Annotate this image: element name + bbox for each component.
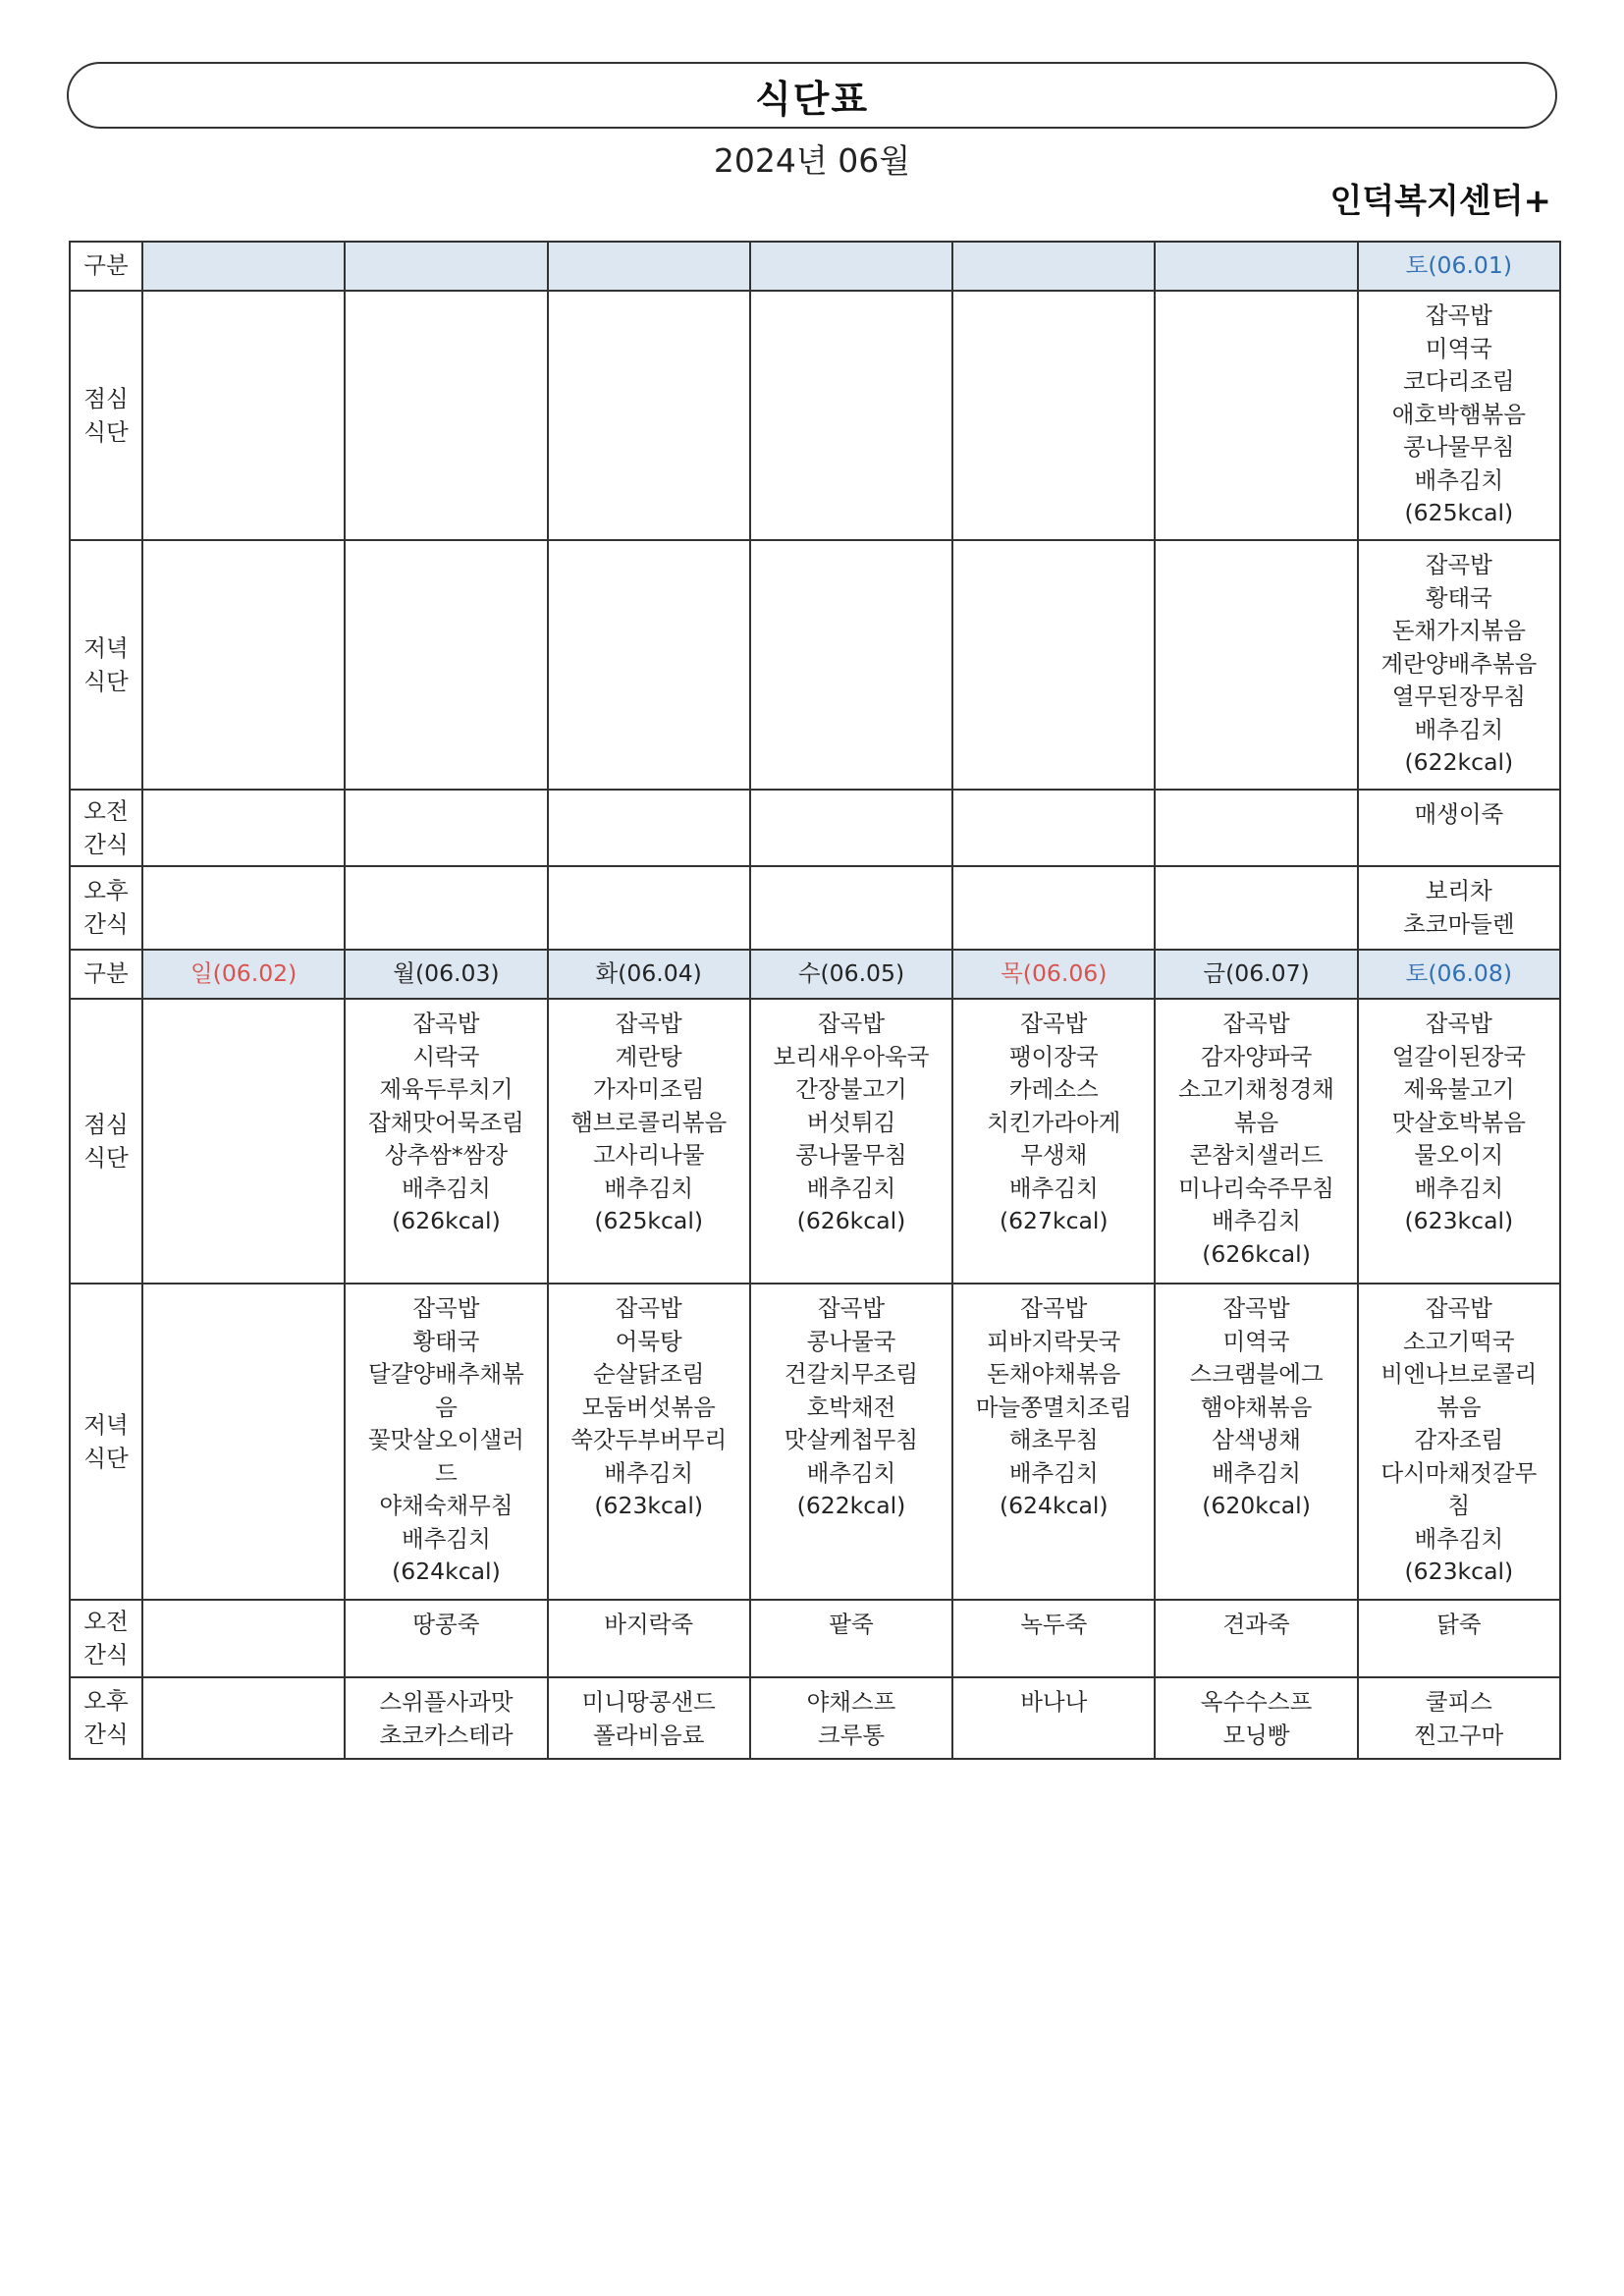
menu-items	[1361, 300, 1557, 530]
menu-item: (624kcal)	[999, 1492, 1109, 1519]
menu-items	[348, 1686, 544, 1752]
lunch-cell	[142, 291, 345, 540]
menu-item: 계란양배추볶음	[1380, 649, 1538, 678]
menu-item: 꽃맛살오이샐러	[367, 1426, 524, 1453]
menu-items	[1158, 1292, 1354, 1523]
lunch-cell	[1358, 999, 1560, 1284]
am-snack-cell	[142, 1600, 345, 1677]
menu-item: 매생이죽	[1414, 800, 1504, 828]
menu-item: 삼색냉채	[1212, 1426, 1301, 1453]
row-label-am-snack	[70, 790, 142, 866]
menu-item: 스위플사과맛	[379, 1688, 514, 1716]
menu-item: 다시마채젓갈무	[1380, 1458, 1538, 1487]
day-header-cell	[1155, 242, 1357, 291]
menu-item: 피바지락뭇국	[987, 1327, 1121, 1355]
row-label-category: 구분	[70, 950, 142, 999]
menu-item: 돈채야채볶음	[987, 1360, 1121, 1388]
dinner-cell	[345, 1284, 547, 1600]
lunch-cell	[142, 999, 345, 1284]
lunch-cell	[750, 291, 952, 540]
dinner-cell	[1358, 1284, 1560, 1600]
menu-item: 얼갈이된장국	[1391, 1042, 1526, 1070]
menu-item: 쑥갓두부버무리	[570, 1426, 728, 1453]
am-snack-cell	[1155, 1600, 1357, 1677]
row-label-pm-snack	[70, 866, 142, 950]
menu-items	[551, 1008, 747, 1238]
menu-item: 배추김치	[1414, 715, 1504, 743]
pm-snack-cell	[952, 866, 1155, 950]
menu-item: 잡곡밥	[1222, 1010, 1290, 1037]
menu-item: (622kcal)	[1404, 748, 1514, 776]
menu-item: 감자양파국	[1200, 1042, 1313, 1070]
menu-item: 배추김치	[402, 1524, 491, 1553]
menu-item: 잡곡밥	[412, 1294, 480, 1322]
row-label-text: 점심 식단	[83, 1110, 129, 1172]
organization-name: 인덕복지센터+	[1329, 182, 1551, 221]
dinner-cell	[345, 540, 547, 790]
pm-snack-cell	[548, 1677, 750, 1759]
am-snack-cell	[345, 790, 547, 866]
menu-item: 가자미조림	[592, 1075, 705, 1103]
row-label-text: 오후 간식	[83, 1687, 129, 1749]
menu-item: 초코카스테라	[379, 1721, 514, 1749]
dinner-cell	[952, 540, 1155, 790]
menu-item: 보리차	[1425, 877, 1492, 904]
menu-item: 코다리조림	[1403, 367, 1515, 395]
pm-snack-cell	[1358, 1677, 1560, 1759]
menu-item: 치킨가라아게	[987, 1108, 1121, 1136]
menu-item: 땅콩죽	[412, 1611, 480, 1638]
menu-items	[1158, 1686, 1354, 1752]
menu-item: (623kcal)	[1404, 1558, 1514, 1585]
menu-item: 팽이장국	[1008, 1042, 1099, 1070]
menu-items	[955, 1609, 1152, 1642]
day-header-cell	[142, 242, 345, 291]
am-snack-row	[70, 790, 1560, 866]
pm-snack-cell	[548, 866, 750, 950]
day-label: 목(06.06)	[1001, 959, 1108, 988]
menu-item: 햄야채볶음	[1200, 1393, 1313, 1421]
menu-item: (623kcal)	[1404, 1207, 1514, 1234]
dinner-row	[70, 1284, 1560, 1600]
day-header-cell	[345, 950, 547, 999]
menu-items	[1361, 1609, 1557, 1642]
menu-item: 쿨피스	[1425, 1688, 1492, 1716]
row-label-dinner	[70, 540, 142, 790]
menu-item: 음	[435, 1393, 458, 1421]
menu-items	[955, 1008, 1152, 1238]
lunch-cell	[1155, 291, 1357, 540]
menu-item: 시락국	[412, 1042, 480, 1070]
menu-items	[348, 1008, 544, 1238]
menu-item: 모닝빵	[1222, 1721, 1290, 1749]
menu-item: 초코마들렌	[1403, 909, 1515, 938]
menu-item: 잡곡밥	[1425, 551, 1492, 578]
menu-item: 바지락죽	[604, 1611, 694, 1638]
row-label-lunch	[70, 999, 142, 1284]
dinner-cell	[548, 1284, 750, 1600]
row-label-text: 오전 간식	[83, 1608, 129, 1669]
lunch-cell	[1155, 999, 1357, 1284]
menu-item: 순살닭조림	[592, 1360, 705, 1388]
row-label-text: 오전 간식	[83, 796, 129, 858]
menu-item: 버섯튀김	[806, 1108, 896, 1136]
am-snack-cell	[1155, 790, 1357, 866]
day-header-cell	[1358, 950, 1560, 999]
menu-item: 팥죽	[829, 1611, 874, 1638]
menu-items	[955, 1292, 1152, 1523]
row-label-category: 구분	[70, 242, 142, 291]
menu-item: 배추김치	[1212, 1458, 1301, 1487]
menu-item: 잡곡밥	[615, 1294, 682, 1322]
row-label-text: 저녁 식단	[83, 633, 129, 695]
week-header-row	[70, 950, 1560, 999]
day-label: 토(06.08)	[1405, 959, 1512, 988]
meal-schedule-table	[69, 241, 1561, 1760]
menu-item: 감자조림	[1414, 1426, 1504, 1453]
lunch-cell	[548, 291, 750, 540]
row-label-dinner	[70, 1284, 142, 1600]
menu-item: 돈채가지볶음	[1391, 617, 1526, 644]
menu-item: 배추김치	[402, 1174, 491, 1202]
day-header-cell	[750, 242, 952, 291]
menu-items	[753, 1008, 949, 1238]
pm-snack-row	[70, 866, 1560, 950]
pm-snack-cell	[345, 866, 547, 950]
row-label-am-snack	[70, 1600, 142, 1677]
day-label: 월(06.03)	[393, 959, 500, 988]
menu-item: 배추김치	[1212, 1207, 1301, 1234]
menu-item: 열무된장무침	[1391, 683, 1526, 710]
menu-item: (626kcal)	[392, 1207, 501, 1234]
menu-items	[1158, 1008, 1354, 1271]
menu-item: 배추김치	[1414, 465, 1504, 494]
menu-item: 견과죽	[1222, 1611, 1290, 1638]
am-snack-cell	[952, 790, 1155, 866]
menu-item: 황태국	[1425, 583, 1492, 612]
day-header-cell	[1155, 950, 1357, 999]
dinner-cell	[750, 1284, 952, 1600]
menu-item: 폴라비음료	[592, 1721, 705, 1749]
day-label: 화(06.04)	[595, 959, 702, 988]
menu-item: 잡곡밥	[817, 1294, 886, 1322]
menu-item: 햄브로콜리볶음	[570, 1108, 728, 1136]
menu-item: 간장불고기	[795, 1075, 907, 1103]
menu-item: 물오이지	[1414, 1141, 1504, 1169]
menu-item: 옥수수스프	[1200, 1688, 1313, 1716]
week-header-row	[70, 242, 1560, 291]
menu-items	[1361, 1686, 1557, 1752]
menu-item: 배추김치	[806, 1458, 896, 1487]
menu-item: 잡채맛어묵조림	[367, 1108, 524, 1136]
lunch-cell	[345, 999, 547, 1284]
am-snack-cell	[345, 1600, 547, 1677]
menu-item: 소고기채청경채	[1178, 1075, 1334, 1103]
lunch-row	[70, 291, 1560, 540]
menu-item: 배추김치	[604, 1174, 694, 1202]
menu-item: 잡곡밥	[412, 1010, 480, 1037]
month-subtitle: 2024년 06월	[713, 141, 911, 180]
pm-snack-cell	[142, 1677, 345, 1759]
menu-items	[551, 1609, 747, 1642]
menu-items	[348, 1609, 544, 1642]
menu-item: 달걀양배추채볶	[367, 1360, 524, 1388]
am-snack-cell	[1358, 790, 1560, 866]
menu-item: 미역국	[1425, 334, 1492, 362]
dinner-cell	[1155, 1284, 1357, 1600]
menu-item: (622kcal)	[796, 1492, 906, 1519]
menu-item: 건갈치무조림	[784, 1360, 919, 1388]
menu-item: 맛살호박볶음	[1391, 1108, 1526, 1136]
menu-items	[1158, 1609, 1354, 1642]
menu-item: 잡곡밥	[1020, 1294, 1088, 1322]
pm-snack-cell	[345, 1677, 547, 1759]
lunch-cell	[1358, 291, 1560, 540]
day-header-cell	[1358, 242, 1560, 291]
menu-item: 보리새우아욱국	[773, 1042, 930, 1070]
day-header-cell	[142, 950, 345, 999]
menu-items	[1361, 1292, 1557, 1589]
menu-item: 제육두루치기	[379, 1075, 514, 1103]
menu-item: (623kcal)	[594, 1492, 704, 1519]
dinner-cell	[548, 540, 750, 790]
menu-items	[551, 1292, 747, 1523]
menu-item: 찐고구마	[1414, 1721, 1504, 1749]
row-label-text: 점심 식단	[83, 384, 129, 446]
menu-item: 고사리나물	[592, 1141, 705, 1169]
menu-item: 마늘쫑멸치조림	[975, 1393, 1132, 1421]
am-snack-cell	[750, 1600, 952, 1677]
menu-item: 잡곡밥	[1020, 1010, 1088, 1037]
menu-items	[753, 1686, 949, 1752]
menu-item: 콩나물국	[806, 1327, 896, 1355]
lunch-cell	[750, 999, 952, 1284]
menu-items	[753, 1609, 949, 1642]
menu-item: 볶음	[1436, 1393, 1482, 1421]
menu-item: 상추쌈*쌈장	[384, 1141, 509, 1169]
menu-item: (625kcal)	[594, 1207, 704, 1234]
menu-items	[955, 1686, 1152, 1720]
menu-item: 제육불고기	[1403, 1075, 1515, 1103]
menu-item: 배추김치	[1414, 1524, 1504, 1553]
menu-items	[1361, 875, 1557, 941]
row-label-lunch	[70, 291, 142, 540]
day-header-cell	[548, 242, 750, 291]
am-snack-cell	[548, 790, 750, 866]
menu-item: 야채스프	[806, 1688, 896, 1716]
menu-item: 모둠버섯볶음	[581, 1393, 716, 1421]
menu-item: (627kcal)	[999, 1207, 1109, 1234]
am-snack-cell	[142, 790, 345, 866]
day-label: 수(06.05)	[797, 959, 905, 988]
menu-item: 드	[435, 1458, 458, 1487]
dinner-cell	[142, 1284, 345, 1600]
menu-item: 배추김치	[604, 1458, 694, 1487]
menu-item: 크루통	[817, 1721, 886, 1749]
day-header-cell	[952, 950, 1155, 999]
menu-item: 어묵탕	[615, 1327, 682, 1355]
menu-item: 배추김치	[1008, 1458, 1099, 1487]
day-label: 토(06.01)	[1405, 251, 1512, 280]
pm-snack-cell	[142, 866, 345, 950]
pm-snack-cell	[750, 866, 952, 950]
menu-item: 해초무침	[1008, 1426, 1099, 1453]
row-label-text: 오후 간식	[83, 877, 129, 939]
day-header-cell	[548, 950, 750, 999]
menu-item: 배추김치	[1414, 1174, 1504, 1202]
menu-item: 콩나물무침	[1403, 433, 1515, 461]
am-snack-cell	[750, 790, 952, 866]
menu-item: 배추김치	[1008, 1174, 1099, 1202]
menu-item: 침	[1447, 1492, 1471, 1519]
menu-item: 맛살케첩무침	[784, 1426, 919, 1453]
menu-item: (620kcal)	[1202, 1492, 1311, 1519]
row-label-pm-snack	[70, 1677, 142, 1759]
menu-item: 잡곡밥	[1425, 301, 1492, 329]
row-label-text: 저녁 식단	[83, 1410, 129, 1472]
menu-items	[1361, 798, 1557, 832]
menu-item: 야채숙채무침	[379, 1492, 514, 1519]
menu-items	[753, 1292, 949, 1523]
menu-items	[1361, 1008, 1557, 1238]
pm-snack-cell	[1155, 1677, 1357, 1759]
day-label: 일(06.02)	[189, 959, 298, 988]
menu-item: 콘참치샐러드	[1189, 1141, 1324, 1169]
menu-item: 콩나물무침	[795, 1141, 907, 1169]
day-header-cell	[952, 242, 1155, 291]
dinner-cell	[1358, 540, 1560, 790]
menu-item: (626kcal)	[1202, 1239, 1311, 1268]
menu-item: 미나리숙주무침	[1178, 1174, 1334, 1202]
pm-snack-cell	[1155, 866, 1357, 950]
menu-item: 미역국	[1222, 1327, 1290, 1355]
dinner-row	[70, 540, 1560, 790]
menu-item: (626kcal)	[796, 1207, 906, 1234]
menu-item: (625kcal)	[1404, 499, 1514, 526]
day-header-cell	[345, 242, 547, 291]
pm-snack-cell	[750, 1677, 952, 1759]
menu-item: 계란탕	[615, 1042, 682, 1070]
menu-item: 카레소스	[1008, 1075, 1099, 1103]
menu-item: 애호박햄볶음	[1391, 400, 1526, 428]
am-snack-cell	[548, 1600, 750, 1677]
lunch-cell	[345, 291, 547, 540]
lunch-cell	[952, 291, 1155, 540]
menu-items	[1361, 549, 1557, 780]
lunch-cell	[548, 999, 750, 1284]
menu-item: (624kcal)	[392, 1558, 501, 1585]
menu-item: 잡곡밥	[615, 1010, 682, 1037]
dinner-cell	[1155, 540, 1357, 790]
title-box	[67, 62, 1557, 129]
am-snack-cell	[1358, 1600, 1560, 1677]
pm-snack-cell	[952, 1677, 1155, 1759]
dinner-cell	[142, 540, 345, 790]
menu-item: 스크램블에그	[1189, 1360, 1324, 1388]
menu-item: 볶음	[1233, 1108, 1279, 1136]
menu-item: 황태국	[412, 1327, 480, 1355]
dinner-cell	[750, 540, 952, 790]
menu-item: 잡곡밥	[817, 1010, 886, 1037]
menu-item: 비엔나브로콜리	[1380, 1360, 1538, 1388]
menu-item: 무생채	[1020, 1141, 1088, 1169]
page-title: 식단표	[754, 77, 870, 121]
menu-items	[348, 1292, 544, 1589]
menu-item: 잡곡밥	[1425, 1010, 1492, 1037]
meal-schedule-body	[70, 242, 1560, 1759]
menu-item: 소고기떡국	[1403, 1327, 1515, 1355]
lunch-row	[70, 999, 1560, 1284]
pm-snack-row	[70, 1677, 1560, 1759]
menu-item: 닭죽	[1436, 1611, 1482, 1638]
menu-item: 녹두죽	[1020, 1611, 1088, 1638]
menu-item: 호박채전	[806, 1393, 896, 1421]
am-snack-cell	[952, 1600, 1155, 1677]
day-label: 금(06.07)	[1203, 959, 1310, 988]
menu-items	[551, 1686, 747, 1752]
am-snack-row	[70, 1600, 1560, 1677]
menu-item: 미니땅콩샌드	[581, 1688, 716, 1716]
menu-item: 바나나	[1020, 1688, 1088, 1716]
lunch-cell	[952, 999, 1155, 1284]
menu-item: 잡곡밥	[1425, 1294, 1492, 1322]
dinner-cell	[952, 1284, 1155, 1600]
day-header-cell	[750, 950, 952, 999]
menu-item: 배추김치	[806, 1174, 896, 1202]
pm-snack-cell	[1358, 866, 1560, 950]
menu-item: 잡곡밥	[1222, 1294, 1290, 1322]
